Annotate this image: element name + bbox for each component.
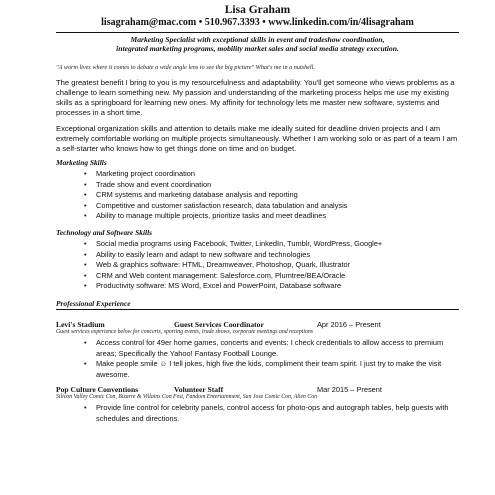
list-item: • Marketing project coordination bbox=[96, 169, 459, 180]
list-item: • Ability to easily learn and adapt to new software and technologies bbox=[96, 250, 459, 261]
resume-name: Lisa Graham bbox=[224, 4, 291, 16]
list-item: • Provide line control for celebrity panels, control access for photo-ops and autograph tables, help guests with schedules and directions. bbox=[96, 403, 459, 424]
quote-line: "A worm lives where it comes to debate a wide angle lens to see the big picture" What's me in a nutshell. bbox=[56, 64, 315, 71]
marketing-skills-heading: Marketing Skills bbox=[56, 158, 107, 167]
tech-skills-list bbox=[56, 239, 459, 292]
summary-line-1: Marketing Specialist with exceptional skills in event and tradeshow coordination, bbox=[130, 35, 385, 44]
tech-skills-heading: Technology and Software Skills bbox=[56, 227, 153, 237]
list-item: • Ability to manage multiple projects, prioritize tasks and meet deadlines bbox=[96, 211, 459, 222]
job-dates: Apr 2016 – Present bbox=[317, 319, 381, 329]
experience-divider bbox=[56, 309, 459, 310]
list-item: • CRM systems and marketing database analysis and reporting bbox=[96, 190, 459, 201]
job-header-pop-culture bbox=[56, 385, 459, 394]
job-description: Guest services experience below for concerts, sporting events, trade shows, corporate meetings and receptions bbox=[56, 328, 314, 335]
list-item: • Social media programs using Facebook, Twitter, LinkedIn, Tumblr, WordPress, Google+ bbox=[96, 239, 459, 250]
intro-paragraph: The greatest benefit I bring to you is my resourcefulness and adaptability. You'll get someone who views problems as a challenge to learn something new. My passion and understanding of the marketing process helps me use my existing skills as a springboard for learning new ones. My affinity for technology lets me master new software, systems and processes in a short time. bbox=[56, 78, 455, 117]
job-bullets-levis bbox=[56, 338, 459, 380]
job-company: Levi's Stadium bbox=[56, 319, 105, 329]
list-item: • Access control for 49er home games, concerts and events: I check credentials to allow access to premium areas; Specifically the Yahoo! Fantasy Football Lounge. bbox=[96, 338, 459, 359]
list-item: • CRM and Web content management: Salesforce.com, Plumtree/BEA/Oracle bbox=[96, 271, 459, 282]
job-company: Pop Culture Conventions bbox=[56, 385, 139, 395]
job-header-levis bbox=[56, 320, 459, 329]
list-item: • Trade show and event coordination bbox=[96, 180, 459, 191]
job-role: Volunteer Staff bbox=[174, 385, 224, 395]
job-bullets-pop-culture bbox=[56, 403, 459, 424]
list-item: • Make people smile ☺ I tell jokes, high five the kids, compliment their team spirit. I just try to make the visit awesome. bbox=[96, 359, 459, 380]
marketing-skills-list bbox=[56, 169, 459, 222]
organization-paragraph: Exceptional organization skills and attention to details make me ideally suited for deadline driven projects and I am extremely comfortable working on multiple projects simultaneously. Whether I am working solo or as part of a team I am a self-starter who knows how to get things done on time and on budget. bbox=[56, 124, 458, 153]
list-item: • Productivity software: MS Word, Excel and PowerPoint, Database software bbox=[96, 281, 459, 292]
job-dates: Mar 2015 – Present bbox=[317, 385, 382, 395]
experience-heading: Professional Experience bbox=[56, 298, 131, 308]
list-item: • Web & graphics software: HTML, Dreamweaver, Photoshop, Quark, Illustrator bbox=[96, 260, 459, 271]
summary-line-2: integrated marketing programs, mobility market sales and social media strategy execution. bbox=[116, 44, 399, 53]
job-role: Guest Services Coordinator bbox=[174, 319, 264, 329]
contact-line: lisagraham@mac.com • 510.967.3393 • www.linkedin.com/in/4lisagraham bbox=[101, 17, 414, 28]
list-item: • Competitive and customer satisfaction research, data tabulation and analysis bbox=[96, 201, 459, 212]
header-divider bbox=[56, 32, 459, 33]
job-description: Silicon Valley Comic Con, Bizarre & Villains Con Fest, Fandom Entertainment, San Jose Comic Con, Alien Con bbox=[56, 394, 318, 401]
